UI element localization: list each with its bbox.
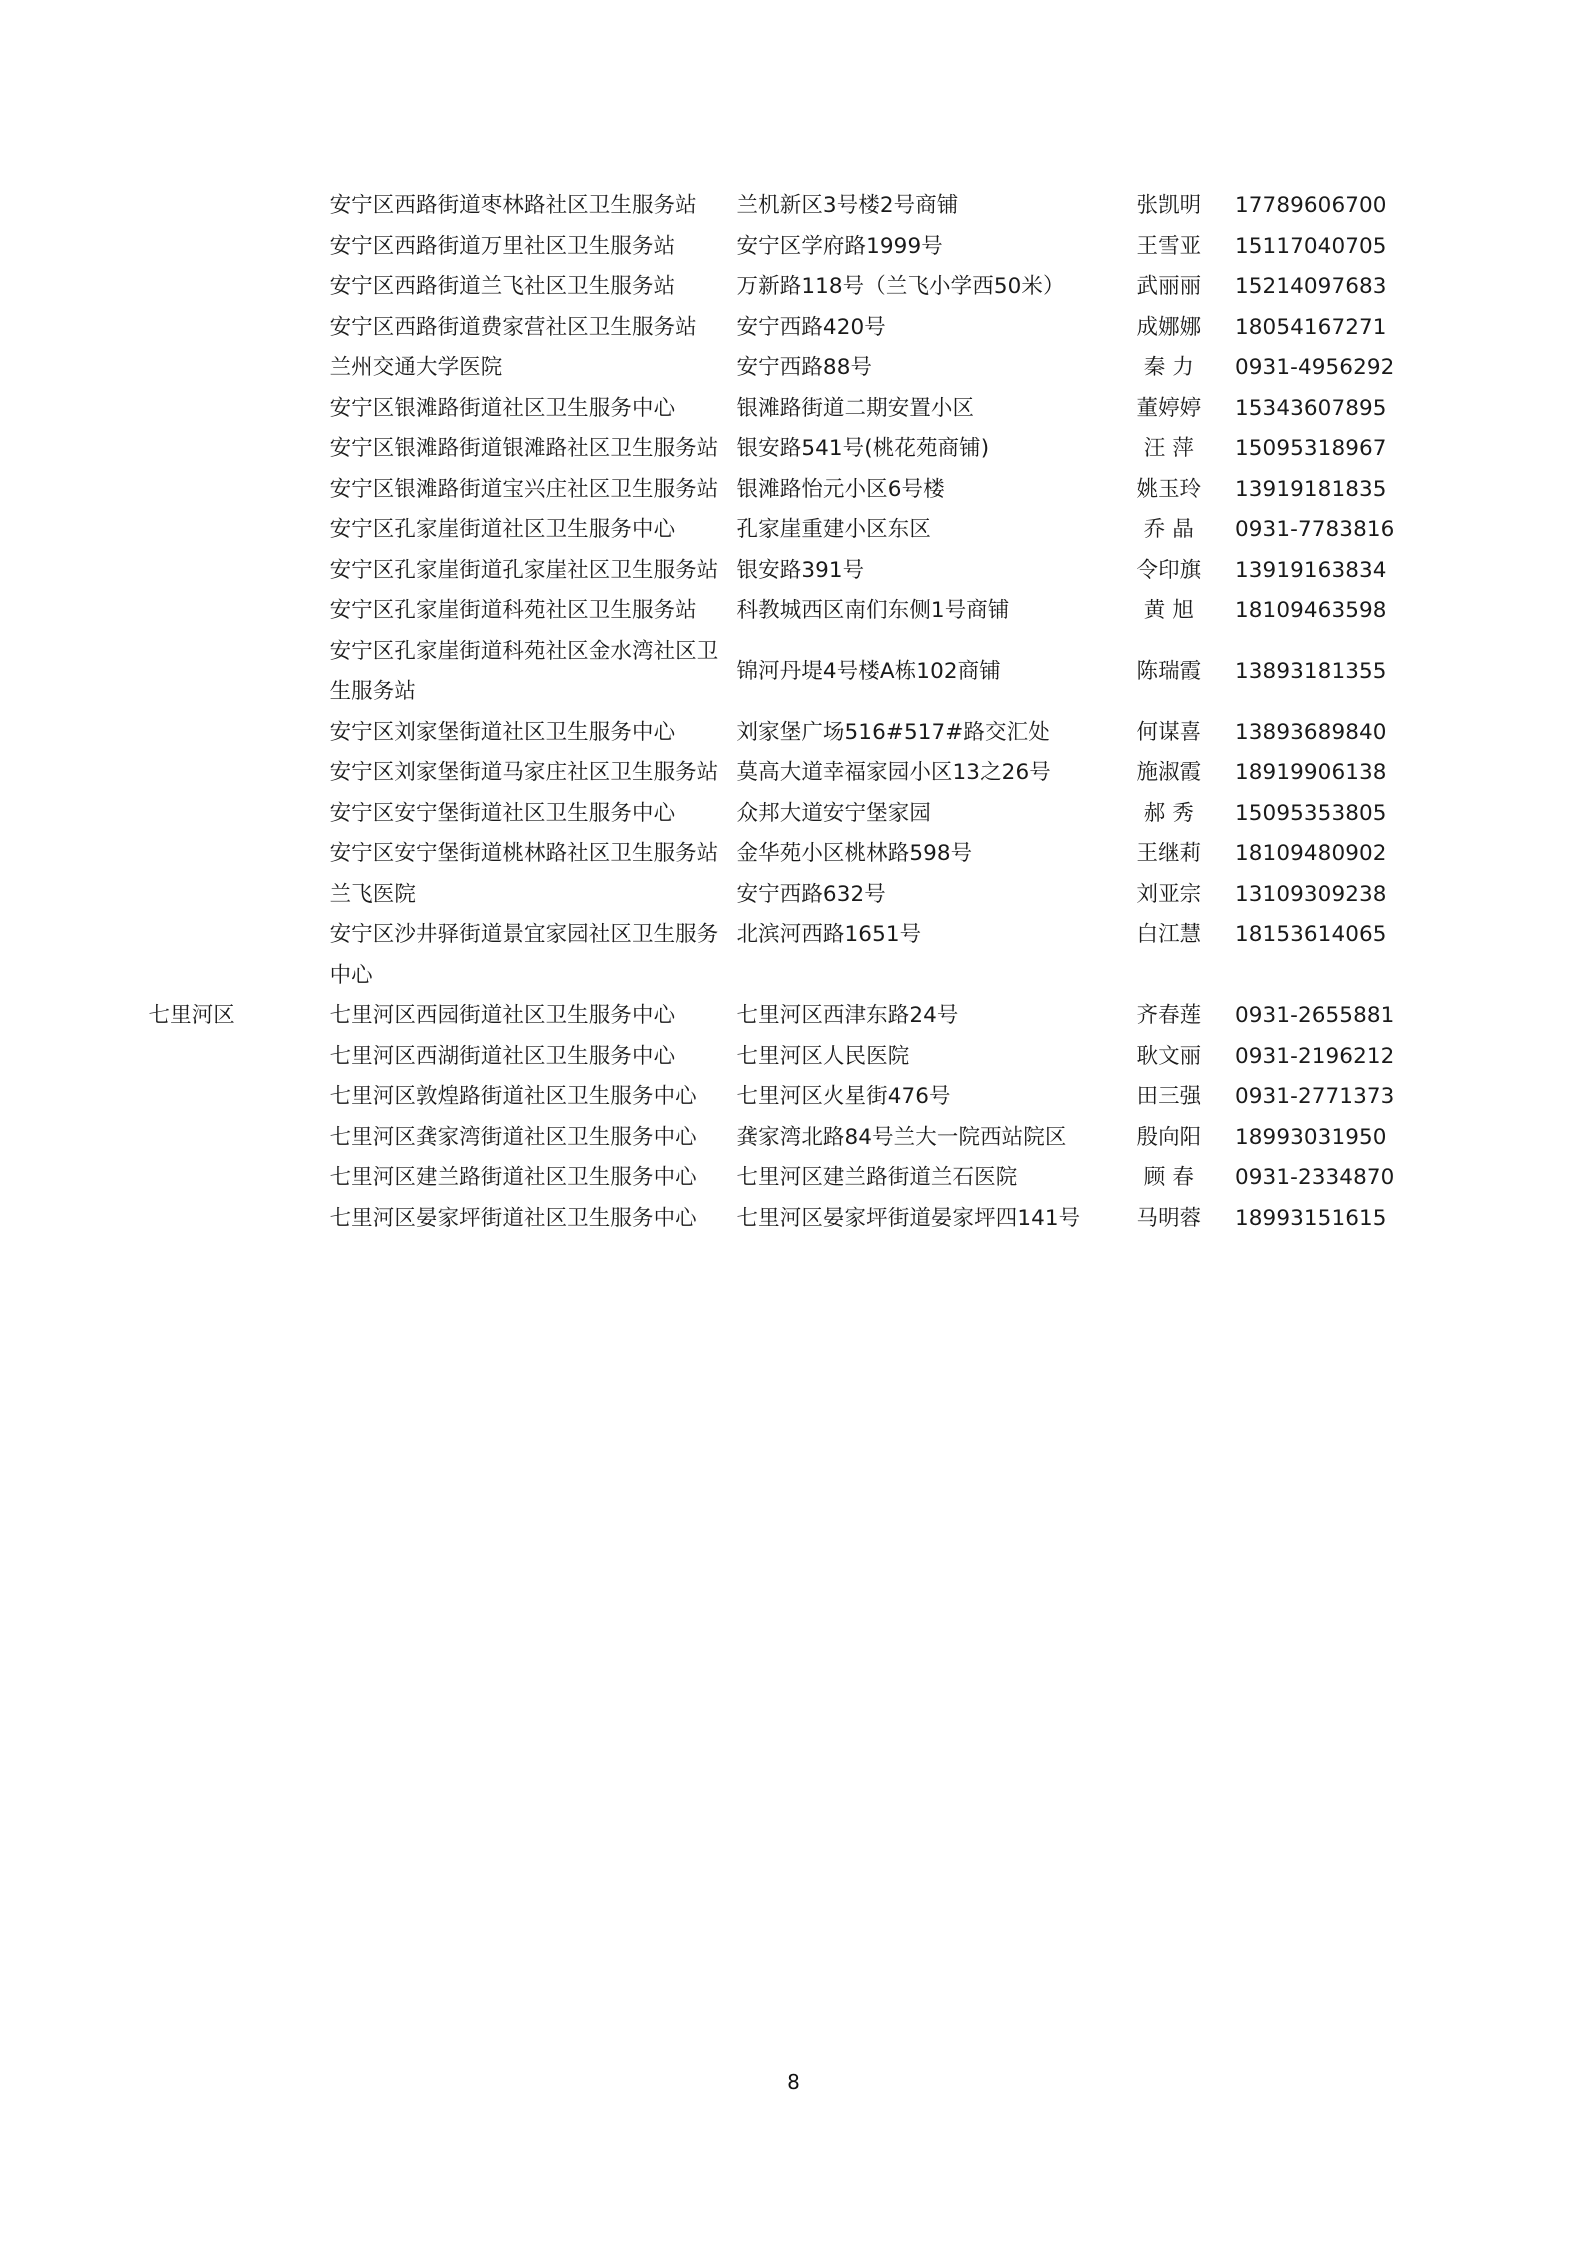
health-service-listing-table <box>149 186 1439 1239</box>
cell-phone: 15117040705 <box>1235 233 1387 259</box>
cell-contact-name: 齐春莲 <box>1136 1003 1202 1028</box>
document-body <box>0 186 1587 1239</box>
table-row <box>149 267 1439 308</box>
cell-institution: 安宁区刘家堡街道马家庄社区卫生服务站 <box>329 760 719 785</box>
cell-institution: 安宁区安宁堡街道社区卫生服务中心 <box>329 800 676 826</box>
cell-institution: 兰州交通大学医院 <box>329 355 503 380</box>
cell-contact-name: 陈瑞霞 <box>1136 658 1202 684</box>
cell-address: 刘家堡广场516#517#路交汇处 <box>736 719 1050 745</box>
table-row <box>149 186 1439 227</box>
cell-address: 七里河区人民医院 <box>736 1043 910 1069</box>
cell-phone: 15095318967 <box>1235 436 1387 461</box>
cell-institution: 七里河区龚家湾街道社区卫生服务中心 <box>329 1124 697 1150</box>
cell-institution: 安宁区刘家堡街道社区卫生服务中心 <box>329 719 676 745</box>
cell-contact-name: 耿文丽 <box>1136 1043 1202 1069</box>
cell-address: 万新路118号（兰飞小学西50米） <box>736 274 1065 299</box>
cell-phone: 15343607895 <box>1235 395 1387 421</box>
cell-institution: 七里河区西湖街道社区卫生服务中心 <box>329 1043 676 1069</box>
cell-contact-name: 张凯明 <box>1136 193 1202 218</box>
cell-institution: 安宁区银滩路街道银滩路社区卫生服务站 <box>329 436 719 461</box>
cell-institution: 七里河区敦煌路街道社区卫生服务中心 <box>329 1084 697 1109</box>
cell-institution: 安宁区西路街道万里社区卫生服务站 <box>329 233 676 259</box>
table-row <box>149 753 1439 794</box>
cell-address: 七里河区火星街476号 <box>736 1084 951 1109</box>
cell-region <box>149 632 330 713</box>
cell-contact-name: 顾 春 <box>1143 1165 1194 1190</box>
cell-address: 安宁西路420号 <box>736 314 886 340</box>
cell-phone: 18153614065 <box>1235 922 1387 947</box>
cell-region <box>149 429 330 470</box>
cell-address: 众邦大道安宁堡家园 <box>736 800 931 826</box>
cell-address: 莫高大道幸福家园小区13之26号 <box>736 760 1051 785</box>
cell-institution: 安宁区西路街道兰飞社区卫生服务站 <box>329 274 676 299</box>
cell-phone: 18109463598 <box>1235 598 1387 623</box>
cell-phone: 0931-2771373 <box>1235 1084 1395 1109</box>
table-row <box>149 1118 1439 1159</box>
cell-contact-name: 董婷婷 <box>1136 395 1202 421</box>
table-row <box>149 1199 1439 1240</box>
cell-institution: 安宁区西路街道枣林路社区卫生服务站 <box>329 193 697 218</box>
table-row <box>149 348 1439 389</box>
cell-contact-name: 施淑霞 <box>1136 760 1202 785</box>
cell-contact-name: 白江慧 <box>1136 922 1202 947</box>
cell-phone: 15214097683 <box>1235 274 1387 299</box>
table-row <box>149 591 1439 632</box>
cell-region <box>149 834 330 875</box>
cell-phone: 13109309238 <box>1235 881 1387 907</box>
cell-phone: 0931-7783816 <box>1235 517 1395 542</box>
cell-region <box>149 348 330 389</box>
cell-region <box>149 713 330 754</box>
table-row <box>149 1037 1439 1078</box>
cell-contact-name: 何谋喜 <box>1136 719 1202 745</box>
cell-address: 七里河区西津东路24号 <box>736 1003 959 1028</box>
cell-region <box>149 875 330 916</box>
cell-contact-name: 乔 晶 <box>1143 517 1194 542</box>
table-row <box>149 308 1439 349</box>
cell-institution: 兰飞医院 <box>329 881 416 907</box>
cell-address: 银滩路街道二期安置小区 <box>736 395 975 421</box>
cell-institution: 安宁区银滩路街道宝兴庄社区卫生服务站 <box>329 476 719 502</box>
cell-address: 科教城西区南们东侧1号商铺 <box>736 598 1010 623</box>
cell-region <box>149 794 330 835</box>
cell-region <box>149 753 330 794</box>
table-body <box>149 186 1439 1239</box>
cell-contact-name: 马明蓉 <box>1136 1205 1202 1231</box>
cell-address: 银滩路怡元小区6号楼 <box>736 476 945 502</box>
cell-address: 北滨河西路1651号 <box>736 922 922 947</box>
table-row <box>149 1077 1439 1118</box>
cell-institution: 安宁区孔家崖街道社区卫生服务中心 <box>329 517 676 542</box>
cell-address: 孔家崖重建小区东区 <box>736 517 931 542</box>
cell-contact-name: 武丽丽 <box>1136 274 1202 299</box>
cell-region <box>149 1158 330 1199</box>
cell-region <box>149 389 330 430</box>
table-row <box>149 389 1439 430</box>
cell-phone: 13919163834 <box>1235 557 1387 583</box>
cell-institution: 安宁区安宁堡街道桃林路社区卫生服务站 <box>329 841 719 866</box>
cell-contact-name: 秦 力 <box>1143 355 1194 380</box>
cell-contact-name: 令印旗 <box>1136 557 1202 583</box>
cell-contact-name: 成娜娜 <box>1136 314 1202 340</box>
cell-phone: 13893689840 <box>1235 719 1387 745</box>
cell-contact-name: 郝 秀 <box>1143 800 1194 826</box>
table-row <box>149 834 1439 875</box>
cell-region <box>149 1199 330 1240</box>
cell-contact-name: 刘亚宗 <box>1136 881 1202 907</box>
cell-address: 银安路391号 <box>736 557 865 583</box>
table-row <box>149 429 1439 470</box>
cell-contact-name: 王继莉 <box>1136 841 1202 866</box>
cell-address: 龚家湾北路84号兰大一院西站院区 <box>736 1124 1067 1150</box>
table-row <box>149 470 1439 511</box>
table-row <box>149 1158 1439 1199</box>
cell-phone: 18993151615 <box>1235 1205 1387 1231</box>
cell-region <box>149 1037 330 1078</box>
cell-region <box>149 1118 330 1159</box>
cell-institution: 安宁区孔家崖街道孔家崖社区卫生服务站 <box>329 557 719 583</box>
cell-institution: 七里河区晏家坪街道社区卫生服务中心 <box>329 1205 697 1231</box>
table-row <box>149 915 1439 996</box>
cell-phone: 17789606700 <box>1235 193 1387 218</box>
cell-institution: 安宁区孔家崖街道科苑社区金水湾社区卫生服务站 <box>329 638 719 704</box>
cell-phone: 18109480902 <box>1235 841 1387 866</box>
cell-region <box>149 591 330 632</box>
cell-region <box>149 915 330 996</box>
cell-institution: 七里河区建兰路街道社区卫生服务中心 <box>329 1165 697 1190</box>
cell-region <box>149 510 330 551</box>
cell-phone: 0931-2655881 <box>1235 1003 1395 1028</box>
cell-address: 七里河区晏家坪街道晏家坪四141号 <box>736 1205 1081 1231</box>
cell-phone: 0931-2334870 <box>1235 1165 1395 1190</box>
cell-region <box>149 551 330 592</box>
cell-phone: 13919181835 <box>1235 476 1387 502</box>
cell-contact-name: 殷向阳 <box>1136 1124 1202 1150</box>
cell-address: 七里河区建兰路街道兰石医院 <box>736 1165 1018 1190</box>
table-row <box>149 510 1439 551</box>
cell-region <box>149 1077 330 1118</box>
cell-region <box>149 267 330 308</box>
cell-region <box>149 227 330 268</box>
cell-institution: 安宁区银滩路街道社区卫生服务中心 <box>329 395 676 421</box>
cell-phone: 0931-2196212 <box>1235 1043 1395 1069</box>
table-row <box>149 227 1439 268</box>
cell-address: 安宁区学府路1999号 <box>736 233 943 259</box>
cell-phone: 15095353805 <box>1235 800 1387 826</box>
cell-institution: 安宁区孔家崖街道科苑社区卫生服务站 <box>329 598 697 623</box>
cell-phone: 18919906138 <box>1235 760 1387 785</box>
cell-address: 安宁西路632号 <box>736 881 886 907</box>
table-row <box>149 794 1439 835</box>
cell-address: 银安路541号(桃花苑商铺) <box>736 436 990 461</box>
cell-address: 安宁西路88号 <box>736 355 873 380</box>
cell-phone: 13893181355 <box>1235 658 1387 684</box>
table-row <box>149 551 1439 592</box>
cell-institution: 安宁区沙井驿街道景宜家园社区卫生服务中心 <box>329 922 719 988</box>
cell-contact-name: 汪 萍 <box>1143 436 1194 461</box>
cell-phone: 0931-4956292 <box>1235 355 1395 380</box>
cell-region <box>149 186 330 227</box>
cell-contact-name: 田三强 <box>1136 1084 1202 1109</box>
cell-address: 兰机新区3号楼2号商铺 <box>736 193 959 218</box>
table-row <box>149 875 1439 916</box>
cell-institution: 七里河区西园街道社区卫生服务中心 <box>329 1003 676 1028</box>
cell-contact-name: 姚玉玲 <box>1136 476 1202 502</box>
cell-address: 金华苑小区桃林路598号 <box>736 841 973 866</box>
cell-phone: 18993031950 <box>1235 1124 1387 1150</box>
cell-contact-name: 黄 旭 <box>1143 598 1194 623</box>
table-row <box>149 713 1439 754</box>
cell-contact-name: 王雪亚 <box>1136 233 1202 259</box>
cell-phone: 18054167271 <box>1235 314 1387 340</box>
cell-region <box>149 308 330 349</box>
cell-region <box>149 470 330 511</box>
table-row <box>149 632 1439 713</box>
cell-institution: 安宁区西路街道费家营社区卫生服务站 <box>329 314 697 340</box>
page-number: 8 <box>787 2070 800 2094</box>
cell-address: 锦河丹堤4号楼A栋102商铺 <box>736 658 1001 684</box>
table-row <box>149 996 1439 1037</box>
cell-region: 七里河区 <box>148 1003 235 1028</box>
